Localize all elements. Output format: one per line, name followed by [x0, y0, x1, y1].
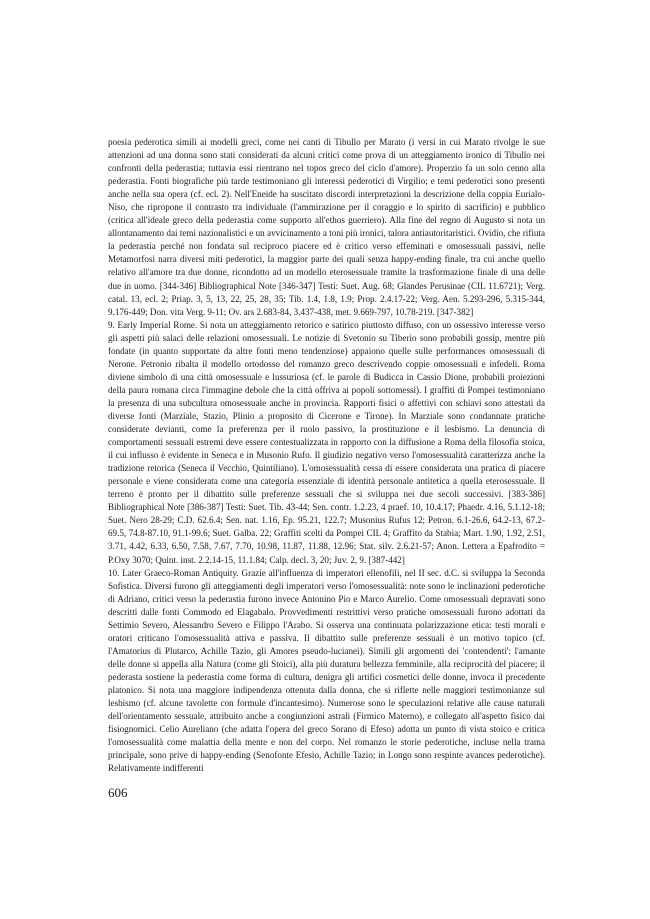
page-body [108, 136, 545, 775]
page-number: 606 [108, 785, 128, 800]
paragraph-late-republic: poesia pederotica simili ai modelli greci, come nei canti di Tibullo per Marato (i versi in cui Marato rivolge le sue attenzioni ad una donna sono stati considerati da alcuni critici come prova di un atteggiamento ironico di Tibullo nei confronti della pederastia; tuttavia essi rientrano nel topos greco del ciclo d'amore). Properzio fa un solo cenno alla pederastia. Fonti biografiche più tarde testimoniano gli interessi pederotici di Virgilio; e temi pederotici sono presenti anche nella sua opera (cf. ecl. 2). Nell'Eneide ha suscitato discordi interpretazioni la descrizione della coppia Eurialo-Niso, che ripropone il contrasto tra individuale (l'ammirazione per il coraggio e lo spirito di sacrificio) e pubblico (critica all'ideale greco della pederastia come supporto all'ethos guerriero). Alla fine del regno di Augusto si nota un allontanamento dai temi nazionalistici e un avvicinamento a toni più ironici, talora antiautoritaristici. Ovidio, che rifiuta la pederastia perché non fondata sul reciproco piacere ed è critico verso effeminati e omosessuali passivi, nelle Metamorfosi narra diversi miti pederotici, la maggior parte dei quali senza happy-ending finale, tra cui anche quello relativo all'amore tra due donne, ricondotto ad un modello eterosessuale tramite la trasformazione finale di una delle due in uomo. [344-346] Bibliographical Note [346-347] Testi: Suet. Aug. 68; Glandes Perusinae (CIL 11.6721); Verg. catal. 13, ecl. 2; Priap. 3, 5, 13, 22, 25, 28, 35; Tib. 1.4, 1.8, 1.9; Prop. 2.4.17-22; Verg. Aen. 5.293-296, 5.315-344, 9.176-449; Don. vita Verg. 9-11; Ov. ars 2.683-84, 3.437-438, met. 9.669-797, 10.78-219. [347-382] [108, 137, 545, 317]
paragraph-early-imperial-rome: 9. Early Imperial Rome. Si nota un atteggiamento retorico e satirico piuttosto diffuso, con un ossessivo interesse verso gli aspetti più salaci delle relazioni omosessuali. Le notizie di Svetonio su Tiberio sono probabili gossip, mentre più fondate (in quanto supportate da altre fonti meno tendenziose) appaiono quelle sulle performances omosessuali di Nerone. Petronio ribalta il modello ortodosso del romanzo greco descrivendo coppie omosessuali e infedeli. Roma diviene simbolo di una città omosessuale e lussuriosa (cf. le parole di Budicca in Cassio Dione, probabili proiezioni della paura romana circa l'immagine debole che la città offriva ai popoli sottomessi). I graffiti di Pompei testimoniano la presenza di una subcultura omosessuale anche in provincia. Rapporti fisici o affettivi con schiavi sono attestati da diverse fonti (Marziale, Stazio, Plinio a proposito di Cicerone e Tirone). In Marziale sono condannate pratiche considerate devianti, come la preferenza per il ruolo passivo, la prostituzione e il lesbismo. La denuncia di comportamenti sessuali estremi deve essere contestualizzata in rapporto con la diffusione a Roma della filosofia stoica, il cui influsso è evidente in Seneca e in Musonio Rufo. Il giudizio negativo verso l'omosessualità caratterizza anche la tradizione retorica (Seneca il Vecchio, Quintiliano). L'omosessualità cessa di essere considerata una pratica di piacere personale e viene considerata come una categoria essenziale di identità personale antitetica a quella eterosessuale. Il terreno è pronto per il dibattito sulle preferenze sessuali che si sviluppa nei due secoli successivi. [383-386] Bibliographical Note [386-387] Testi: Suet. Tib. 43-44; Sen. contr. 1.2.23, 4 praef. 10, 10.4.17; Phaedr. 4.16, 5.1.12-18; Suet. Nero 28-29; C.D. 62.6.4; Sen. nat. 1.16, Ep. 95.21, 122.7; Musonius Rufus 12; Petron. 6.1-26.6, 64.2-13, 67.2-69.5, 74.8-87.10, 91.1-99.6; Suet. Galba. 22; Graffiti scelti da Pompei CIL 4; Graffito da Stabia; Mart. 1.90, 1.92, 2.51, 3.71, 4.42, 6.33, 6.50, 7.58, 7.67, 7.70, 10.98, 11.87, 11.88, 12.96; Stat. silv. 2.6.21-57; Anon. Lettera a Epafrodito = P.Oxy 3070; Quint. inst. 2.2.14-15, 11.1.84; Calp. decl. 3, 20; Juv. 2, 9. [387-442] [108, 319, 545, 565]
paragraph-later-graeco-roman: 10. Later Graeco-Roman Antiquity. Grazie all'influenza di imperatori ellenofili, nel II sec. d.C. si sviluppa la Seconda Sofistica. Diversi furono gli atteggiamenti degli imperatori verso l'omosessualità: note sono le inclinazioni pederotiche di Adriano, critici verso la pederastia furono invece Antonino Pio e Marco Aurelio. Come omosessuali depravati sono descritti dalle fonti Commodo ed Elagabalo. Provvedimenti restrittivi verso pratiche omosessuali furono adottati da Settimio Severo, Alessandro Severo e Filippo l'Arabo. Si osserva una continuata polarizzazione etica: testi morali e oratori criticano l'omosessualità attiva e passiva. Il dibattito sulle preferenze sessuali è un motivo topico (cf. l'Amatorius di Plutarco, Achille Tazio, gli Amores pseudo-lucianei). Simili gli argomenti dei 'contendenti': l'amante delle donne si appella alla Natura (come gli Stoici), alla più duratura bellezza femminile, alla reciprocità del piacere; il pederasta sostiene la pederastia come forma di cultura, denigra gli artifici cosmetici delle donne, invoca il precedente platonico. Si nota una maggiore indipendenza ottenuta dalla donna, che si riflette nelle maggiori testimonianze sul lesbismo (cf. alcune tavolette con formule d'incantesimo). Numerose sono le speculazioni relative alle cause naturali dell'orientamento sessuale, attribuito anche a congiunzioni astrali (Firmico Materno), e collegato all'aspetto fisico dai fisiognomici. Celio Aureliano (che adatta l'opera del greco Sorano di Efeso) adotta un punto di vista stoico e critica l'omosessualità come malattia della mente e non del corpo. Nel romanzo le storie pederotiche, incluse nella trama principale, sono prive di happy-ending (Senofonte Efesio, Achille Tazio; in Longo sono respinte avances pederotiche). Relativamente indifferenti [108, 567, 545, 774]
